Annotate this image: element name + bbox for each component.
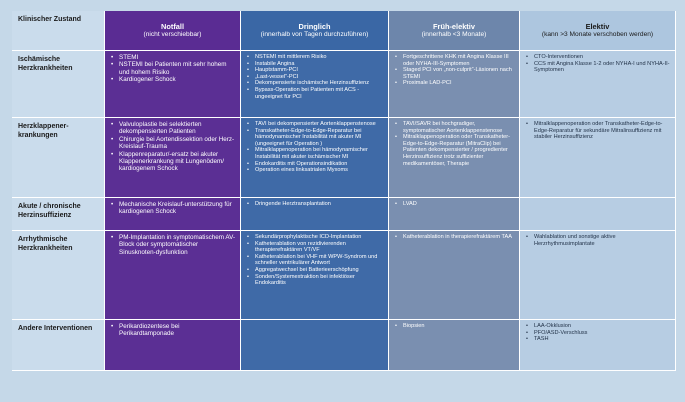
list-item: • Mechanische Kreislauf-unterstützung für kardiogenen Schock <box>119 201 236 216</box>
list-item: • NSTEMI bei Patienten mit sehr hohem und hohem Risiko <box>119 61 236 76</box>
bullet-list <box>245 54 384 100</box>
list-item: • Biopsien <box>403 323 515 330</box>
cell-elektiv <box>520 118 676 198</box>
row-label: Akute / chronische Herzinsuffizienz <box>12 198 105 231</box>
list-item: • LAA-Okklusion <box>534 323 671 330</box>
list-item: • Staged PCI von „non-culprit“-Läsionen nach STEMI <box>403 67 515 80</box>
list-item: • TAVI/SAVR bei hochgradiger, symptomatischer Aortenklappenstenose <box>403 121 515 134</box>
cell-notfall <box>105 118 241 198</box>
list-item: • Dringende Herztransplantation <box>255 201 384 208</box>
list-item: • Hauptstamm-PCI <box>255 67 384 74</box>
header-notfall-sub: (nicht verschiebbar) <box>143 31 202 38</box>
list-item: • Chirurgie bei Aortendissektion oder Herz-Kreislauf-Trauma <box>119 136 236 151</box>
list-item: • Bypass-Operation bei Patienten mit ACS - ungeeignet für PCI <box>255 87 384 100</box>
list-item: • Katheterablation von rezidivierenden therapierefraktären VT/VF <box>255 241 384 254</box>
bullet-list <box>393 54 515 87</box>
header-frueh-sub: (innerhalb <3 Monate) <box>421 31 487 38</box>
cell-notfall <box>105 320 241 371</box>
list-item: • Katheterablation bei VHF mit WPW-Syndrom und schneller ventrikulärer Antwort <box>255 254 384 267</box>
bullet-list <box>524 323 671 343</box>
list-item: • Dekompensierte ischämische Herzinsuffizienz <box>255 80 384 87</box>
cell-dringlich <box>241 51 389 118</box>
list-item: • Wahlablation und sonstige aktive Herzrhythmusimplantate <box>534 234 671 247</box>
bullet-list <box>524 234 671 247</box>
bullet-list <box>109 54 236 84</box>
row-label: Herzklappener-krankungen <box>12 118 105 198</box>
list-item: • Fortgeschrittene KHK mit Angina Klasse III oder NYHA-III-Symptomen <box>403 54 515 67</box>
cell-dringlich <box>241 320 389 371</box>
list-item: • LVAD <box>403 201 515 208</box>
cell-frueh <box>389 51 520 118</box>
list-item: • Valvuloplastie bei selektierten dekompensierten Patienten <box>119 121 236 136</box>
header-elektiv-sub: (kann >3 Monate verschoben werden) <box>541 31 654 38</box>
cell-frueh <box>389 198 520 231</box>
list-item: • TAVI bei dekompensierter Aortenklappenstenose <box>255 121 384 128</box>
cell-dringlich <box>241 231 389 320</box>
list-item: • Instabile Angina <box>255 61 384 68</box>
list-item: • CCS mit Angina Klasse 1-2 oder NYHA-I und NYHA-II-Symptomen <box>534 61 671 74</box>
list-item: • Mitralklappenoperation oder Transkatheter-Edge-to-Edge-Reparatur für sekundäre Mitralinsuffizienz mit stabiler Herzinsuffizienz <box>534 121 671 141</box>
bullet-list <box>109 234 236 256</box>
bullet-list <box>524 54 671 74</box>
cell-elektiv <box>520 320 676 371</box>
cell-frueh <box>389 118 520 198</box>
cell-notfall <box>105 198 241 231</box>
list-item: • Operation eines linksatrialen Myxoms <box>255 167 384 174</box>
row-label: Andere Interventionen <box>12 320 105 371</box>
row-label: Arrhythmische Herzkrankheiten <box>12 231 105 320</box>
bullet-list <box>393 234 515 241</box>
bullet-list <box>524 121 671 141</box>
list-item: • Perikardiozentese bei Perikardtamponade <box>119 323 236 338</box>
bullet-list <box>109 201 236 216</box>
header-elektiv <box>520 11 676 51</box>
list-item: • NSTEMI mit mittlerem Risiko <box>255 54 384 61</box>
list-item: • Mitralklappenoperation bei hämodynamischer Instabilität mit akuter ischämischer MI <box>255 147 384 160</box>
bullet-list <box>245 201 384 208</box>
bullet-list <box>393 201 515 208</box>
list-item: • Aggregatwechsel bei Batterieerschöpfung <box>255 267 384 274</box>
bullet-list <box>245 121 384 174</box>
cell-dringlich <box>241 198 389 231</box>
header-frueh-elektiv <box>389 11 520 51</box>
urgency-table <box>12 11 676 392</box>
header-frueh-title: Früh-elektiv <box>433 22 475 31</box>
cell-notfall <box>105 51 241 118</box>
cell-frueh <box>389 320 520 371</box>
cell-frueh <box>389 231 520 320</box>
header-dringlich-sub: (innerhalb von Tagen durchzuführen) <box>260 31 369 38</box>
list-item: • Mitralklappenoperation oder Transkatheter-Edge-to-Edge-Reparatur (MitraClip) bei Patienten dekompensierter / progredienter Herzinsuffizienz trotz suffizienter medikamentöser, Therapie <box>403 134 515 167</box>
header-notfall <box>105 11 241 51</box>
list-item: • Endokarditis mit Operationsindikation <box>255 161 384 168</box>
list-item: • STEMI <box>119 54 236 61</box>
bullet-list <box>109 121 236 173</box>
header-dringlich-title: Dringlich <box>298 22 331 31</box>
cell-elektiv <box>520 231 676 320</box>
list-item: • Sonden/Systemextraktion bei infektiöser Endokarditis <box>255 274 384 287</box>
list-item: • Katheterablation in therapierefraktärem TAA <box>403 234 515 241</box>
list-item: • TASH <box>534 336 671 343</box>
header-notfall-title: Notfall <box>161 22 184 31</box>
cell-dringlich <box>241 118 389 198</box>
list-item: • PFO/ASD-Verschluss <box>534 330 671 337</box>
list-item: • „Last-vessel“-PCI <box>255 74 384 81</box>
list-item: • CTO-Interventionen <box>534 54 671 61</box>
bullet-list <box>109 323 236 338</box>
cell-elektiv <box>520 198 676 231</box>
bullet-list <box>393 121 515 167</box>
list-item: • Klappenreparatur/-ersatz bei akuter Klappenerkrankung mit Lungenödem/ kardiogenem Schock <box>119 151 236 173</box>
list-item: • Kardiogener Schock <box>119 76 236 83</box>
list-item: • Transkatheter-Edge-to-Edge-Reparatur bei hämodynamischer Instabilität mit akuter MI (ungeeignet für Operation ) <box>255 128 384 148</box>
header-elektiv-title: Elektiv <box>585 22 610 31</box>
list-item: • PM-Implantation in symptomatischem AV-Block oder symptomatischer Sinusknoten-dysfunktion <box>119 234 236 256</box>
cell-notfall <box>105 231 241 320</box>
row-label: Ischämische Herzkrankheiten <box>12 51 105 118</box>
bullet-list <box>245 234 384 287</box>
bullet-list <box>393 323 515 330</box>
header-dringlich <box>241 11 389 51</box>
list-item: • Sekundärprophylaktische ICD-Implantation <box>255 234 384 241</box>
cell-elektiv <box>520 51 676 118</box>
list-item: • Proximale LAD-PCI <box>403 80 515 87</box>
header-clinical-state: Klinischer Zustand <box>12 11 105 51</box>
